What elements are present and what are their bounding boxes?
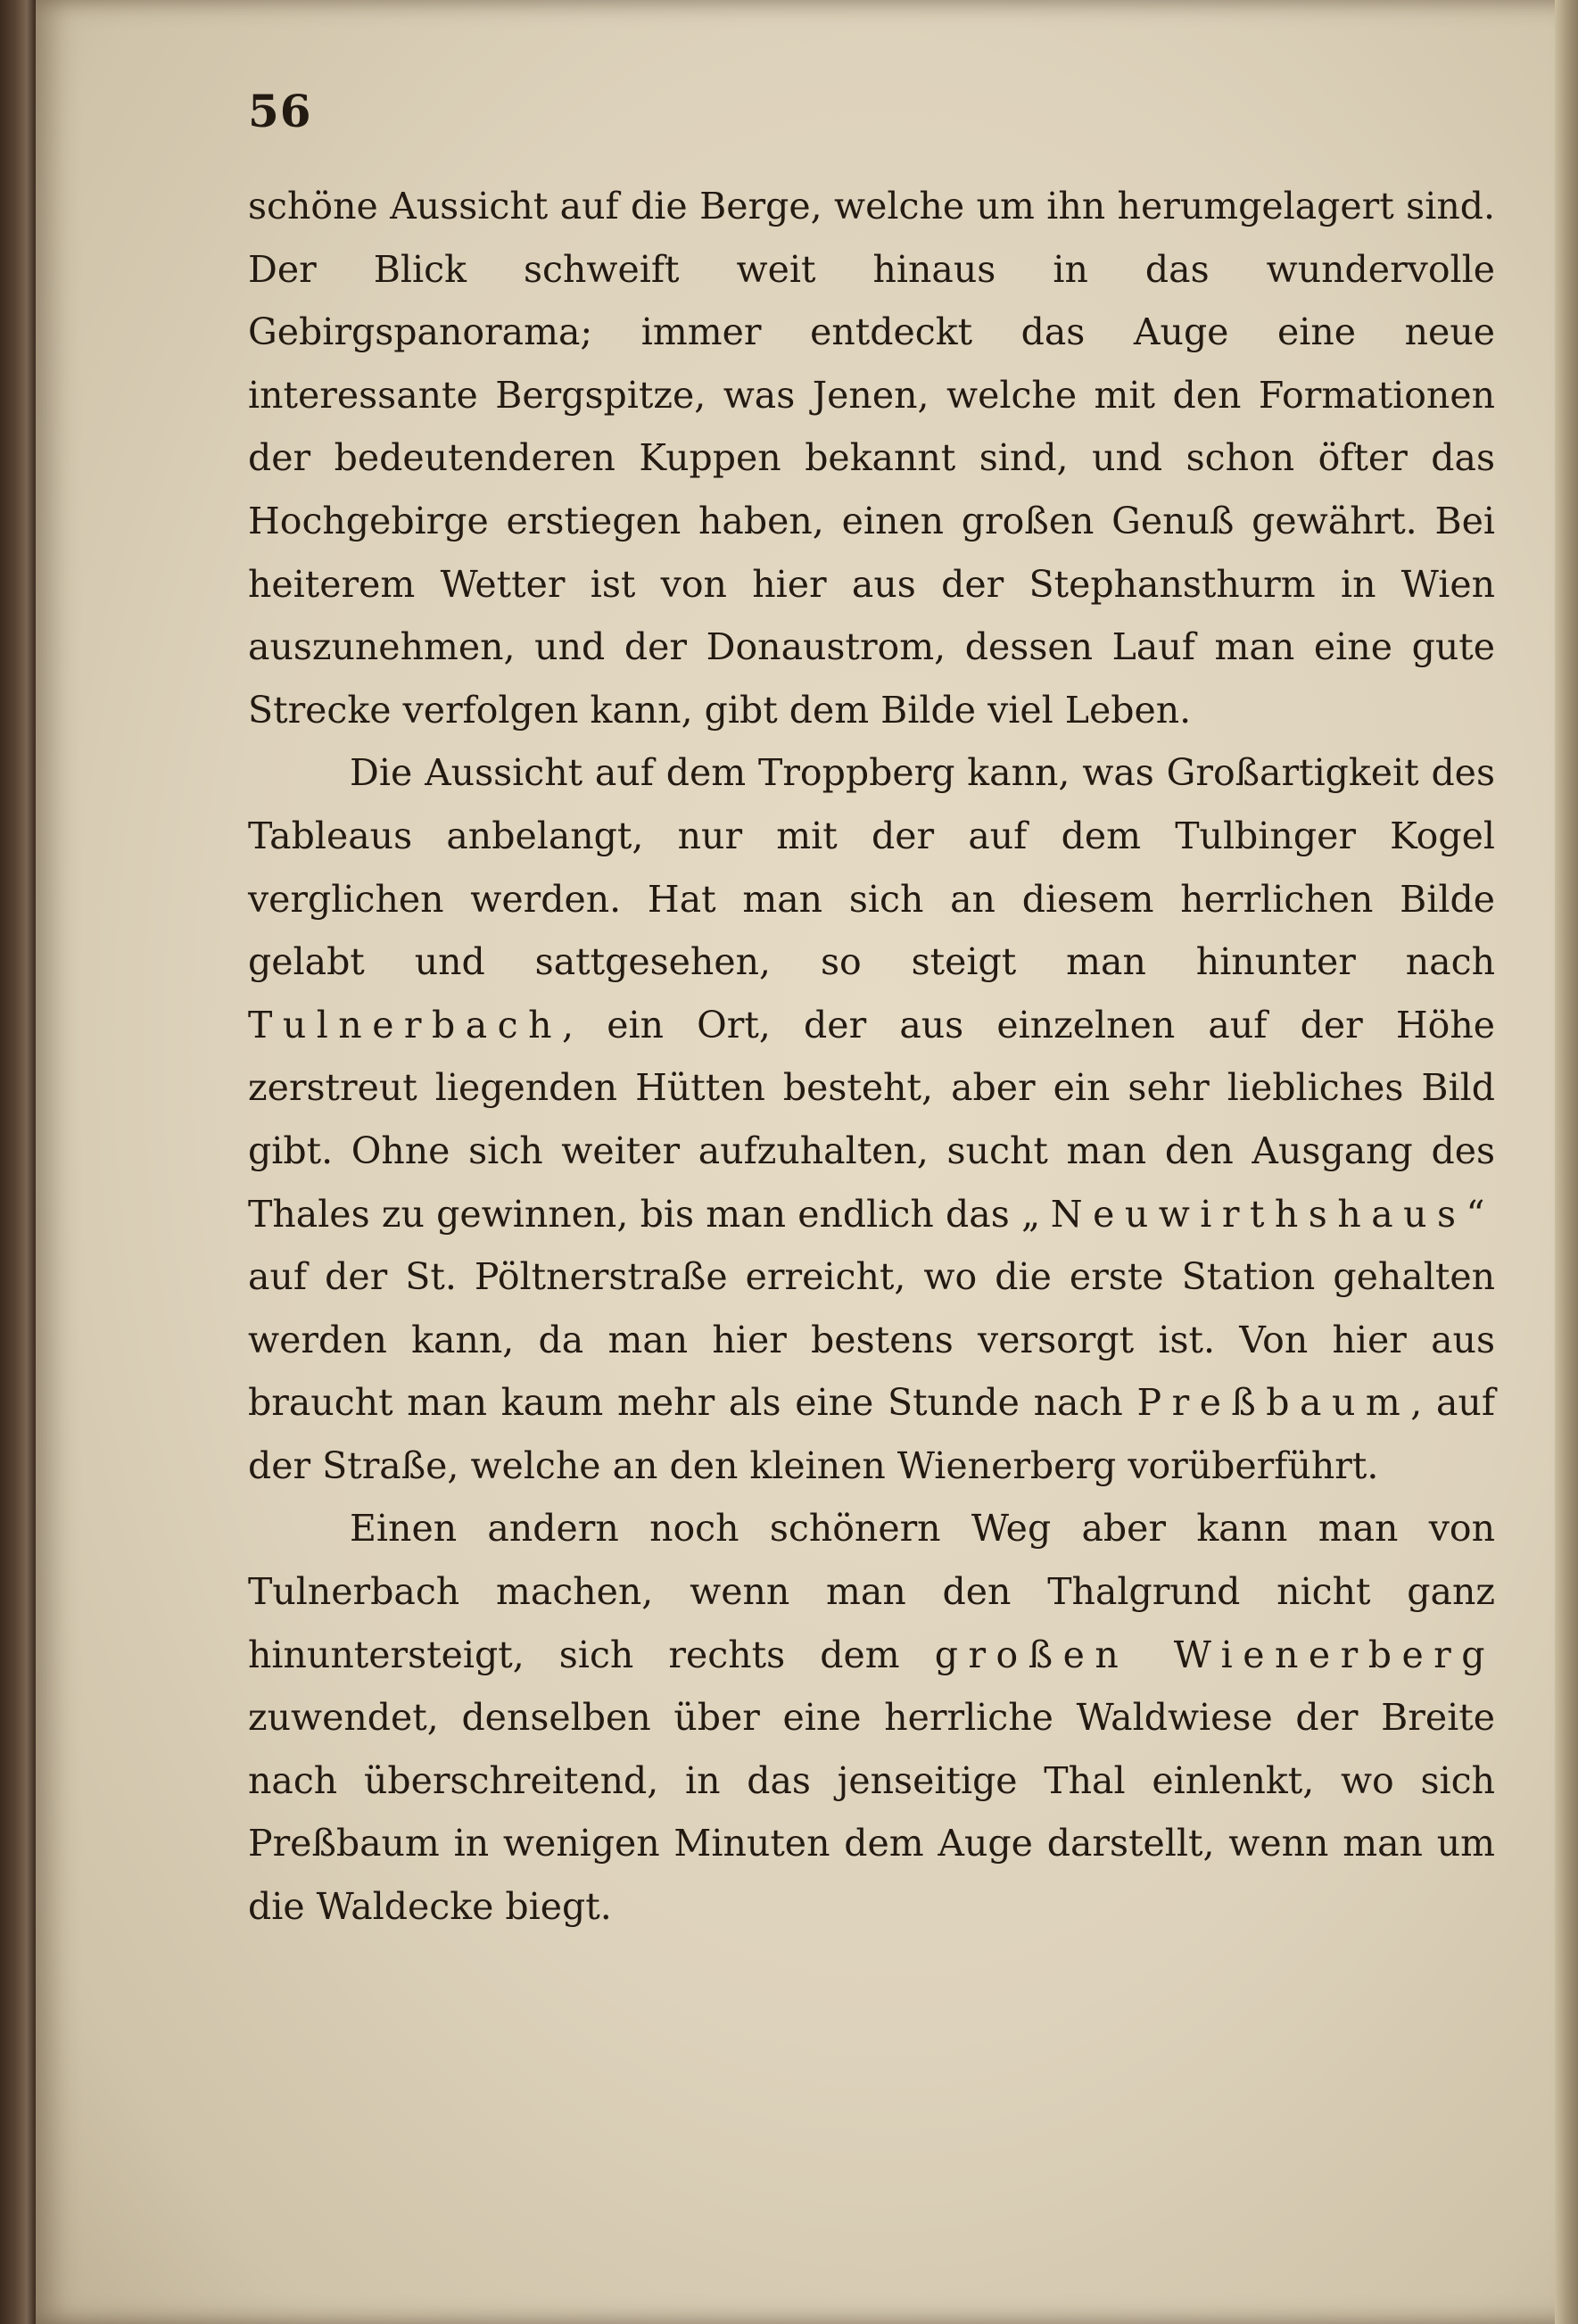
paragraph-2 [248,741,1495,1497]
paragraph-2-text-a: Die Aussicht auf dem Troppberg kann, was Großartigkeit des Tableaus anbelangt, nur mit der auf dem Tulbinger Kogel verglichen werden. Hat man sich an diesem herrlichen Bilde gelabt und sattgesehen, so steigt man hinunter nach [248,751,1495,984]
body-text [248,175,1495,1939]
paragraph-3 [248,1497,1495,1938]
place-name-tulnerbach: Tulnerbach [248,1003,562,1046]
paragraph-2-text-c: auf der St. Pöltnerstraße erreicht, wo die erste Station gehalten werden kann, da man hier bestens versorgt ist. Von hier aus braucht man kaum mehr als eine Stunde nach [248,1255,1495,1425]
paragraph-2-text-b: , ein Ort, der aus einzelnen auf der Höhe zerstreut liegenden Hütten besteht, aber ein sehr liebliches Bild gibt. Ohne sich weiter aufzuhalten, sucht man den Ausgang des Thales zu gewinnen, bis man endlich das [248,1003,1495,1236]
page-edge-shadow [1555,0,1578,2324]
place-name-pressbaum: Preßbaum [1136,1381,1411,1425]
page-number: 56 [248,85,312,137]
paragraph-1: schöne Aussicht auf die Berge, welche um ihn herumgelagert sind. Der Blick schweift weit hinaus in das wundervolle Gebirgspanorama; immer entdeckt das Auge eine neue interessante Bergspitze, was Jenen, welche mit den Formationen der bedeutenderen Kuppen bekannt sind, und schon öfter das Hochgebirge erstiegen haben, einen großen Genuß gewährt. Bei heiterem Wetter ist von hier aus der Stephansthurm in Wien auszunehmen, und der Donaustrom, dessen Lauf man eine gute Strecke verfolgen kann, gibt dem Bilde viel Leben. [248,185,1495,732]
paragraph-3-text-b: zuwendet, denselben über eine herrliche Waldwiese der Breite nach überschreitend, in das jenseitige Thal einlenkt, wo sich Preßbaum in wenigen Minuten dem Auge darstellt, wenn man um die Waldecke biegt. [248,1696,1495,1929]
paragraph-3-text-a: Einen andern noch schönern Weg aber kann man von Tulnerbach machen, wenn man den Thalgrund nicht ganz hinuntersteigt, sich rechts dem [248,1507,1495,1676]
place-name-grosser-wienerberg: großen Wienerberg [934,1633,1495,1676]
place-name-neuwirthshaus: „Neuwirthshaus“ [1021,1192,1495,1236]
paragraph-2-text-d: , auf der Straße, welche an den kleinen Wienerberg vorüberführt. [248,1381,1495,1487]
